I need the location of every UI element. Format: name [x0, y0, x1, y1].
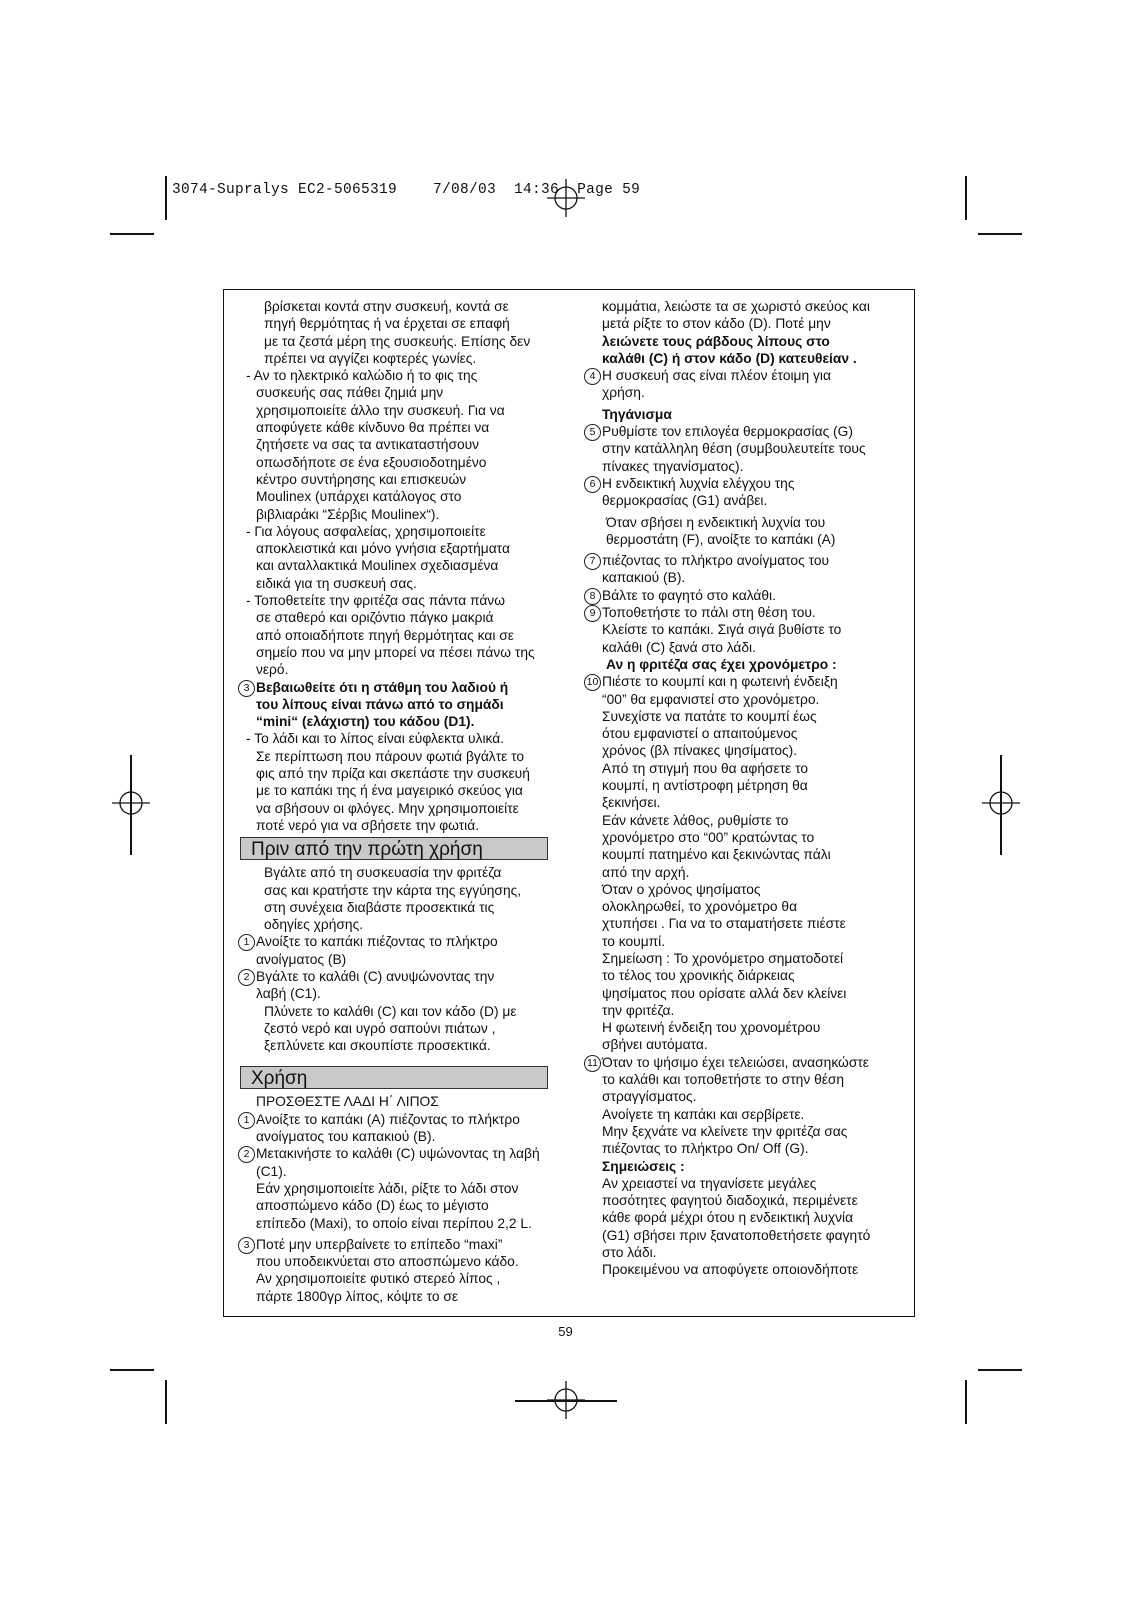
text-line: χρησιμοποιείτε άλλο την συσκευή. Για να — [256, 402, 505, 418]
text-line: Ρυθμίστε τον επιλογέα θερμοκρασίας (G) — [602, 424, 853, 440]
text-line: καλάθι (C) ή στον κάδο (D) κατευθείαν . — [602, 350, 857, 366]
text-line: χρονόμετρο στο “00” κρατώντας το — [602, 829, 815, 845]
notes-title: Σημειώσεις : — [602, 1158, 685, 1174]
text-line: Βάλτε το φαγητό στο καλάθι. — [602, 587, 776, 603]
text-line: βρίσκεται κοντά στην συσκευή, κοντά σε — [264, 299, 509, 314]
text-line: - Αν το ηλεκτρικό καλώδιο ή το φις της — [246, 368, 478, 384]
text-line: Συνεχίστε να πατάτε το κουμπί έως — [602, 708, 817, 724]
text-line: ειδικά για τη συσκευή σας. — [256, 575, 417, 591]
step-4-ready — [578, 367, 908, 402]
text-line: βιβλιαράκι “Σέρβις Moulinex“). — [256, 506, 440, 522]
use-step-3 — [232, 1236, 558, 1305]
text-line: να σβήσουν οι φλόγες. Μην χρησιμοποιείτε — [256, 800, 519, 816]
text-line: ξεκινήσει. — [602, 795, 661, 811]
text-line: ποσότητες φαγητού διαδοχικά, περιμένετε — [602, 1193, 858, 1209]
step-number-badge: 1 — [238, 934, 255, 951]
text-line: Ποτέ μην υπερβαίνετε το επίπεδο “maxi” — [256, 1236, 503, 1252]
step-6 — [578, 475, 908, 510]
text-line: κουμπί, η αντίστροφη μέτρηση θα — [602, 778, 808, 794]
step-number-badge: 8 — [584, 588, 601, 605]
text-line: Κλείστε το καπάκι. Σιγά σιγά βυθίστε το — [602, 622, 842, 638]
text-line: φις από την πρίζα και σκεπάστε την συσκευή — [256, 766, 530, 782]
text-line: Μετακινήστε το καλάθι (C) υψώνοντας τη λαβή — [256, 1146, 540, 1162]
step-9 — [578, 604, 908, 656]
first-use-step-1 — [232, 933, 558, 968]
page-number: 59 — [558, 1324, 573, 1339]
text-line: Βεβαιωθείτε ότι η στάθμη του λαδιού ή — [256, 679, 509, 695]
notes-text — [578, 1175, 908, 1279]
intro-paragraph — [232, 298, 558, 367]
crop-mark — [965, 1380, 967, 1424]
text-line: Πιέστε το κουμπί και η φωτεινή ένδειξη — [602, 674, 838, 690]
step-8 — [578, 587, 908, 604]
text-line: από την αρχή. — [602, 864, 690, 880]
step-7 — [578, 552, 908, 587]
crop-mark — [130, 755, 132, 855]
step-3-oil-level — [232, 679, 558, 731]
text-line: ανοίγματος (B) — [256, 951, 347, 967]
page-frame — [223, 289, 915, 1317]
fat-melting-continued — [578, 298, 908, 367]
text-line: Τοποθετήστε το πάλι στη θέση του. — [602, 605, 816, 621]
section-title-use: Χρήση — [240, 1066, 548, 1089]
text-line: Moulinex (υπάρχει κατάλογος στο — [256, 489, 462, 505]
text-line: και ανταλλακτικά Moulinex σχεδιασμένα — [256, 558, 499, 574]
registration-mark-top-icon — [545, 177, 587, 219]
text-line: Αν χρειαστεί να τηγανίσετε μεγάλες — [602, 1175, 817, 1191]
text-line: καλάθι (C) ξανά στο λάδι. — [602, 639, 756, 655]
crop-mark — [515, 1400, 617, 1402]
text-line: πηγή θερμότητας ή να έρχεται σε επαφή — [264, 316, 510, 332]
text-line: καπακιού (B). — [602, 570, 686, 586]
use-step-1 — [232, 1111, 558, 1146]
step-number-badge: 3 — [238, 680, 255, 697]
bullet-cord-damage — [232, 367, 558, 523]
text-line: με τα ζεστά μέρη της συσκευής. Επίσης δεν — [264, 333, 531, 349]
text-line: κάθε φορά μέχρι ότου η ενδεικτική λυχνία — [602, 1210, 854, 1226]
text-line: Βγάλτε από τη συσκευασία την φριτέζα — [264, 865, 502, 881]
frying-title: Τηγάνισμα — [602, 406, 672, 422]
text-line: - Τοποθετείτε την φριτέζα σας πάντα πάνω — [246, 593, 505, 609]
crop-mark — [110, 233, 154, 235]
right-column — [578, 298, 908, 1279]
text-line: Σε περίπτωση που πάρουν φωτιά βγάλτε το — [256, 748, 525, 764]
text-line: Εάν κάνετε λάθος, ρυθμίστε το — [602, 812, 789, 828]
text-line: ψησίματος που ορίσατε αλλά δεν κλείνει — [602, 985, 847, 1001]
text-line: Όταν το ψήσιμο έχει τελειώσει, ανασηκώστε — [602, 1054, 869, 1070]
bullet-placement — [232, 592, 558, 678]
text-line: - Για λόγους ασφαλείας, χρησιμοποιείτε — [246, 523, 486, 539]
text-line: χρήση. — [602, 385, 645, 401]
text-line: νερό. — [256, 662, 289, 678]
section-title-first-use: Πριν από την πρώτη χρήση — [240, 837, 548, 860]
crop-mark — [965, 176, 967, 220]
text-line: χτυπήσει . Για να το σταματήσετε πιέστε — [602, 916, 846, 932]
text-line: (C1). — [256, 1163, 287, 1179]
step-number-badge: 7 — [584, 553, 601, 570]
step-6-continued — [578, 514, 908, 549]
text-line: Εάν χρησιμοποιείτε λάδι, ρίξτε το λάδι στον — [256, 1180, 519, 1196]
text-line: λαβή (C1). — [256, 986, 321, 1002]
text-line: (G1) σβήσει πριν ξανατοποθετήσετε φαγητό — [602, 1227, 871, 1243]
step-number-badge: 10 — [584, 674, 601, 691]
print-header: 3074-Supralys EC2-5065319 7/08/03 14:36 Page 59 — [172, 182, 641, 198]
text-line: - Το λάδι και το λίπος είναι εύφλεκτα υλικά. — [246, 731, 505, 747]
text-line: το κουμπί. — [602, 933, 666, 949]
step-number-badge: 6 — [584, 476, 601, 493]
text-line: Η συσκευή σας είναι πλέον έτοιμη για — [602, 368, 831, 384]
text-line: σημείο που να μην μπορεί να πέσει πάνω της — [256, 644, 535, 660]
text-line: την φριτέζα. — [602, 1002, 675, 1018]
text-line: αποφύγετε κάθε κίνδυνο θα πρέπει να — [256, 420, 490, 436]
first-use-wash-instructions — [232, 1003, 558, 1055]
text-line: Ανοίγετε τη καπάκι και σερβίρετε. — [602, 1106, 805, 1122]
text-line: Βγάλτε το καλάθι (C) ανυψώνοντας την — [256, 968, 495, 984]
use-oil-instructions — [232, 1180, 558, 1232]
bullet-genuine-parts — [232, 523, 558, 592]
text-line: Σημείωση : Το χρονόμετρο σηματοδοτεί — [602, 950, 844, 966]
left-column — [232, 298, 558, 1305]
step-number-badge: 5 — [584, 424, 601, 441]
text-line: από οποιαδήποτε πηγή θερμότητας και σε — [256, 627, 514, 643]
step-number-badge: 2 — [238, 969, 255, 986]
text-line: Όταν σβήσει η ενδεικτική λυχνία του — [606, 514, 826, 530]
text-line: θερμοστάτη (F), ανοίξτε το καπάκι (A) — [606, 531, 836, 547]
step-number-badge: 3 — [238, 1237, 255, 1254]
text-line: ξεπλύνετε και σκουπίστε προσεκτικά. — [264, 1038, 491, 1054]
text-line: πιέζοντας το πλήκτρο On/ Off (G). — [602, 1141, 809, 1157]
step-number-badge: 4 — [584, 368, 601, 385]
step-10-timer — [578, 673, 908, 1054]
text-line: Ανοίξτε το καπάκι πιέζοντας το πλήκτρο — [256, 934, 498, 950]
text-line: λειώνετε τους ράβδους λίπους στο — [602, 333, 830, 349]
first-use-step-2 — [232, 968, 558, 1003]
text-line: του λίπους είναι πάνω από το σημάδι — [256, 696, 504, 712]
text-line: ζητήσετε να σας τα αντικαταστήσουν — [256, 437, 480, 453]
crop-mark — [165, 176, 167, 220]
text-line: που υποδεικνύεται στο αποσπώμενο κάδο. — [256, 1254, 519, 1270]
text-line: με το καπάκι της ή ένα μαγειρικό σκεύος για — [256, 783, 523, 799]
text-line: αποκλειστικά και μόνο γνήσια εξαρτήματα — [256, 541, 510, 557]
step-number-badge: 11 — [584, 1055, 601, 1072]
text-line: κουμπί πατημένο και ξεκινώντας πάλι — [602, 847, 831, 863]
text-line: επίπεδο (Maxi), το οποίο είναι περίπου 2,2 L. — [256, 1215, 532, 1231]
text-line: στραγγίσματος. — [602, 1089, 697, 1105]
text-line: ολοκληρωθεί, το χρονόμετρο θα — [602, 899, 798, 915]
text-line: στη συνέχεια διαβάστε προσεκτικά τις — [264, 899, 495, 915]
text-line: σε σταθερό και οριζόντιο πάγκο μακριά — [256, 610, 494, 626]
text-line: αποσπώμενο κάδο (D) έως το μέγιστο — [256, 1198, 489, 1214]
text-line: κέντρο συντήρησης και επισκευών — [256, 471, 467, 487]
text-line: μετά ρίξτε το στον κάδο (D). Ποτέ μην — [602, 316, 831, 332]
text-line: στο λάδι. — [602, 1245, 657, 1261]
text-line: ότου εμφανιστεί ο απαιτούμενος — [602, 726, 798, 742]
step-number-badge: 9 — [584, 605, 601, 622]
text-line: χρόνος (βλ πίνακες ψησίματος). — [602, 743, 798, 759]
text-line: Από τη στιγμή που θα αφήσετε το — [602, 760, 809, 776]
text-line: οπωσδήποτε σε ένα εξουσιοδοτημένο — [256, 454, 487, 470]
text-line: Πλύνετε το καλάθι (C) και τον κάδο (D) με — [264, 1003, 517, 1019]
step-number-badge: 2 — [238, 1146, 255, 1163]
text-line: στην κατάλληλη θέση (συμβουλευτείτε τους — [602, 441, 866, 457]
text-line: κομμάτια, λειώστε τα σε χωριστό σκεύος και — [602, 299, 870, 314]
text-line: συσκευής σας πάθει ζημιά μην — [256, 385, 444, 401]
text-line: “mini“ (ελάχιστη) του κάδου (D1). — [256, 714, 475, 730]
text-line: πρέπει να αγγίζει κοφτερές γωνίες. — [264, 350, 477, 366]
timer-title: Αν η φριτέζα σας έχει χρονόμετρο : — [606, 656, 837, 672]
text-line: Ανοίξτε το καπάκι (A) πιέζοντας το πλήκτρο — [256, 1111, 520, 1127]
text-line: Όταν ο χρόνος ψησίματος — [602, 881, 761, 897]
step-5 — [578, 423, 908, 475]
text-line: θερμοκρασίας (G1) ανάβει. — [602, 493, 768, 509]
text-line: ανοίγματος του καπακιού (B). — [256, 1129, 436, 1145]
text-line: Μην ξεχνάτε να κλείνετε την φριτέζα σας — [602, 1123, 848, 1139]
text-line: οδηγίες χρήσης. — [264, 917, 364, 933]
first-use-intro — [232, 864, 558, 933]
text-line: ζεστό νερό και υγρό σαπούνι πιάτων , — [264, 1020, 496, 1036]
text-line: πάρτε 1800γρ λίπος, κόψτε το σε — [256, 1288, 459, 1304]
crop-mark — [165, 1380, 167, 1424]
text-line: πιέζοντας το πλήκτρο ανοίγματος του — [602, 553, 830, 569]
text-line: Αν χρησιμοποιείτε φυτικό στερεό λίπος , — [256, 1271, 501, 1287]
use-subtitle: ΠΡΟΣΘΕΣΤΕ ΛΑΔΙ Η΄ ΛΙΠΟΣ — [256, 1094, 439, 1110]
text-line: σβήνει αυτόματα. — [602, 1037, 708, 1053]
use-step-2 — [232, 1145, 558, 1180]
crop-mark — [978, 233, 1022, 235]
bullet-fire-warning — [232, 730, 558, 834]
text-line: το τέλος του χρονικής διάρκειας — [602, 968, 795, 984]
step-number-badge: 1 — [238, 1112, 255, 1129]
crop-mark — [1000, 755, 1002, 855]
text-line: “00” θα εμφανιστεί στο χρονόμετρο. — [602, 691, 820, 707]
text-line: πίνακες τηγανίσματος). — [602, 458, 744, 474]
text-line: Η φωτεινή ένδειξη του χρονομέτρου — [602, 1020, 821, 1036]
text-line: ποτέ νερό για να σβήσετε την φωτιά. — [256, 817, 480, 833]
text-line: σας και κρατήστε την κάρτα της εγγύησης, — [264, 882, 522, 898]
step-11 — [578, 1054, 908, 1158]
crop-mark — [110, 1369, 154, 1371]
text-line: Προκειμένου να αποφύγετε οποιονδήποτε — [602, 1262, 859, 1278]
text-line: το καλάθι και τοποθετήστε το στην θέση — [602, 1072, 845, 1088]
crop-mark — [978, 1369, 1022, 1371]
text-line: Η ενδεικτική λυχνία ελέγχου της — [602, 475, 795, 491]
